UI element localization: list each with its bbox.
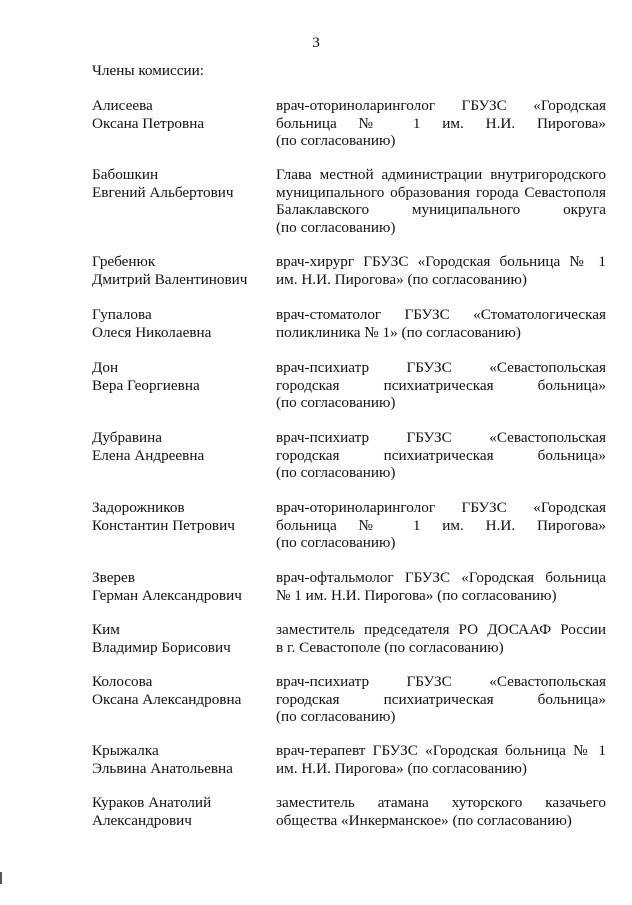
member-name-line: Кураков Анатолий [92,794,212,811]
member-role [276,673,606,726]
member-role-line: врач-психиатр ГБУЗС «Севастопольская [276,359,606,376]
member-role-line: городская психиатрическая больница» [276,376,606,394]
member-role-line: врач-психиатр ГБУЗС «Севастопольская [276,673,606,690]
member-role-line: (по согласованию) [276,464,396,482]
member-name-line: Герман Александрович [92,586,242,604]
member-name [92,97,272,132]
member-role-line: им. Н.И. Пирогова» (по согласованию) [276,759,527,777]
member-role-line: заместитель председателя РО ДОСААФ России [276,621,606,638]
member-role [276,429,606,482]
member-name-line: Дубравина [92,429,162,446]
member-name-line: Константин Петрович [92,516,235,534]
member-name-line: Зверев [92,569,135,586]
member-name [92,359,272,394]
member-name [92,499,272,534]
scan-edge-mark [0,872,2,884]
member-role [276,306,606,341]
member-role-line: общества «Инкерманское» (по согласованию) [276,811,572,829]
member-role-line: (по согласованию) [276,132,396,150]
member-name-line: Дмитрий Валентинович [92,270,248,288]
member-role-line: № 1 им. Н.И. Пирогова» (по согласованию) [276,586,557,604]
member-role-line: больница № 1 им. Н.И. Пирогова» [276,516,606,534]
member-name [92,742,272,777]
member-name-line: Оксана Петровна [92,114,205,132]
member-name-line: Вера Георгиевна [92,376,200,394]
member-role [276,794,606,829]
member-role-line: больница № 1 им. Н.И. Пирогова» [276,114,606,132]
member-name [92,253,272,288]
member-role-line: заместитель атамана хуторского казачьего [276,794,606,811]
member-name-line: Владимир Борисович [92,638,231,656]
page-number: 3 [312,34,320,51]
member-name-line: Гупалова [92,306,152,323]
member-name-line: Задорожников [92,499,185,516]
member-role-line: городская психиатрическая больница» [276,690,606,708]
member-name-line: Алисеева [92,97,153,114]
member-role-line: им. Н.И. Пирогова» (по согласованию) [276,270,527,288]
member-name [92,794,272,829]
member-role-line: городская психиатрическая больница» [276,446,606,464]
member-role-line: врач-хирург ГБУЗС «Городская больница № 1 [276,253,606,270]
member-name-line: Евгений Альбертович [92,183,234,201]
member-role-line: врач-оториноларинголог ГБУЗС «Городская [276,499,606,516]
member-role [276,569,606,604]
member-role-line: (по согласованию) [276,534,396,552]
member-role-line: (по согласованию) [276,394,396,412]
member-name-line: Эльвина Анатольевна [92,759,233,777]
member-role-line: врач-стоматолог ГБУЗС «Стоматологическая [276,306,606,323]
member-role-line: (по согласованию) [276,708,396,726]
member-role-line: муниципального образования города Севастополя [276,183,606,201]
section-heading: Члены комиссии: [92,62,204,79]
member-name [92,569,272,604]
member-name [92,429,272,464]
member-name-line: Оксана Александровна [92,690,242,708]
member-name [92,166,272,201]
member-role-line: поликлиника № 1» (по согласованию) [276,323,521,341]
member-name-line: Крыжалка [92,742,159,759]
member-role-line: врач-офтальмолог ГБУЗС «Городская больница [276,569,606,586]
member-name-line: Дон [92,359,119,376]
member-role-line: (по согласованию) [276,218,396,236]
member-role [276,742,606,777]
member-name-line: Гребенюк [92,253,156,270]
member-name-line: Олеся Николаевна [92,323,212,341]
member-name [92,673,272,708]
member-role [276,166,606,236]
member-role [276,253,606,288]
member-role-line: Балаклавского муниципального округа [276,201,606,219]
member-name-line: Ким [92,621,120,638]
member-role-line: в г. Севастополе (по согласованию) [276,638,504,656]
member-role [276,499,606,552]
member-name-line: Колосова [92,673,153,690]
member-name-line: Александрович [92,811,192,829]
member-name-line: Бабошкин [92,166,159,183]
member-name [92,621,272,656]
member-role-line: врач-терапевт ГБУЗС «Городская больница № 1 [276,742,606,759]
member-name-line: Елена Андреевна [92,446,205,464]
member-role-line: врач-психиатр ГБУЗС «Севастопольская [276,429,606,446]
member-role [276,97,606,150]
member-role-line: Глава местной администрации внутригородского [276,166,606,183]
member-role [276,359,606,412]
member-role [276,621,606,656]
member-name [92,306,272,341]
member-role-line: врач-оториноларинголог ГБУЗС «Городская [276,97,606,114]
